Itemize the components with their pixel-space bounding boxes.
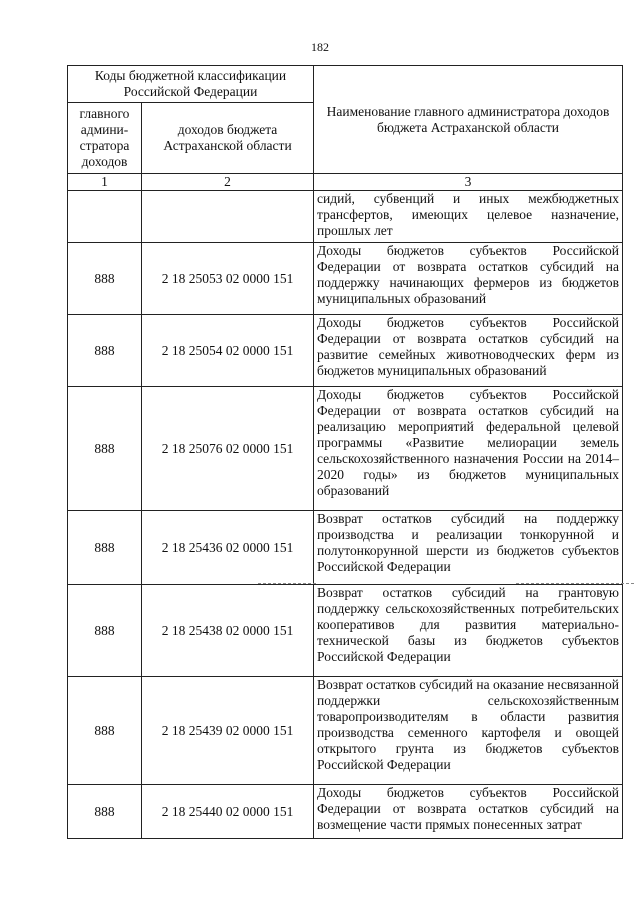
scan-artifact-line <box>516 583 634 584</box>
income-name: Доходы бюджетов субъектов Российской Федерации от возврата остатков субсидий на поддержку начинающих фермеров из бюджетов муниципальных образований <box>314 243 623 315</box>
table-row <box>68 387 623 511</box>
column-number-row <box>68 174 623 191</box>
admin-code: 888 <box>68 677 142 785</box>
income-name: Доходы бюджетов субъектов Российской Федерации от возврата остатков субсидий на возмещение части прямых понесенных затрат <box>314 785 623 839</box>
admin-code: 888 <box>68 785 142 839</box>
table-row <box>68 511 623 585</box>
income-name: Доходы бюджетов субъектов Российской Федерации от возврата остатков субсидий на реализацию мероприятий федеральной целевой программы «Развитие мелиорации земель сельскохозяйственного назначения России на 2014–2020 годы» из бюджетов муниципальных образований <box>314 387 623 511</box>
header-regional-income: доходов бюджета Астраханской области <box>142 103 314 174</box>
admin-code: 888 <box>68 243 142 315</box>
table-row <box>68 585 623 677</box>
budget-classification-table <box>67 65 623 839</box>
header-budget-codes: Коды бюджетной классификации Российской Федерации <box>68 66 314 103</box>
column-number-1: 1 <box>68 174 142 191</box>
table-row <box>68 191 623 243</box>
admin-code: 888 <box>68 511 142 585</box>
income-code: 2 18 25438 02 0000 151 <box>142 585 314 677</box>
column-number-2: 2 <box>142 174 314 191</box>
income-code: 2 18 25054 02 0000 151 <box>142 315 314 387</box>
income-code: 2 18 25076 02 0000 151 <box>142 387 314 511</box>
admin-code <box>68 191 142 243</box>
admin-code: 888 <box>68 387 142 511</box>
income-code: 2 18 25053 02 0000 151 <box>142 243 314 315</box>
header-main-administrator: главного админи-стратора доходов <box>68 103 142 174</box>
income-name: Возврат остатков субсидий на грантовую поддержку сельскохозяйственных потребительских кооперативов для развития материально-технической базы из бюджетов субъектов Российской Федерации <box>314 585 623 677</box>
admin-code: 888 <box>68 585 142 677</box>
admin-code: 888 <box>68 315 142 387</box>
income-name: сидий, субвенций и иных межбюджетных трансфертов, имеющих целевое назначение, прошлых лет <box>314 191 623 243</box>
scan-artifact-line <box>258 583 316 584</box>
table-row <box>68 315 623 387</box>
table-row <box>68 785 623 839</box>
page-number: 182 <box>311 40 329 54</box>
table-row <box>68 677 623 785</box>
income-name: Возврат остатков субсидий на поддержку производства и реализации тонкорунной и полутонкорунной шерсти из бюджетов субъектов Российской Федерации <box>314 511 623 585</box>
table-row <box>68 243 623 315</box>
income-code: 2 18 25439 02 0000 151 <box>142 677 314 785</box>
column-number-3: 3 <box>314 174 623 191</box>
income-code <box>142 191 314 243</box>
income-code: 2 18 25436 02 0000 151 <box>142 511 314 585</box>
header-administrator-name: Наименование главного администратора доходов бюджета Астраханской области <box>314 66 623 174</box>
income-code: 2 18 25440 02 0000 151 <box>142 785 314 839</box>
income-name: Доходы бюджетов субъектов Российской Федерации от возврата остатков субсидий на развитие семейных животноводческих ферм из бюджетов муниципальных образований <box>314 315 623 387</box>
income-name: Возврат остатков субсидий на оказание несвязанной поддержки сельскохозяйственным товаропроизводителям в области развития производства семенного картофеля и овощей открытого грунта из бюджетов субъектов Российской Федерации <box>314 677 623 785</box>
